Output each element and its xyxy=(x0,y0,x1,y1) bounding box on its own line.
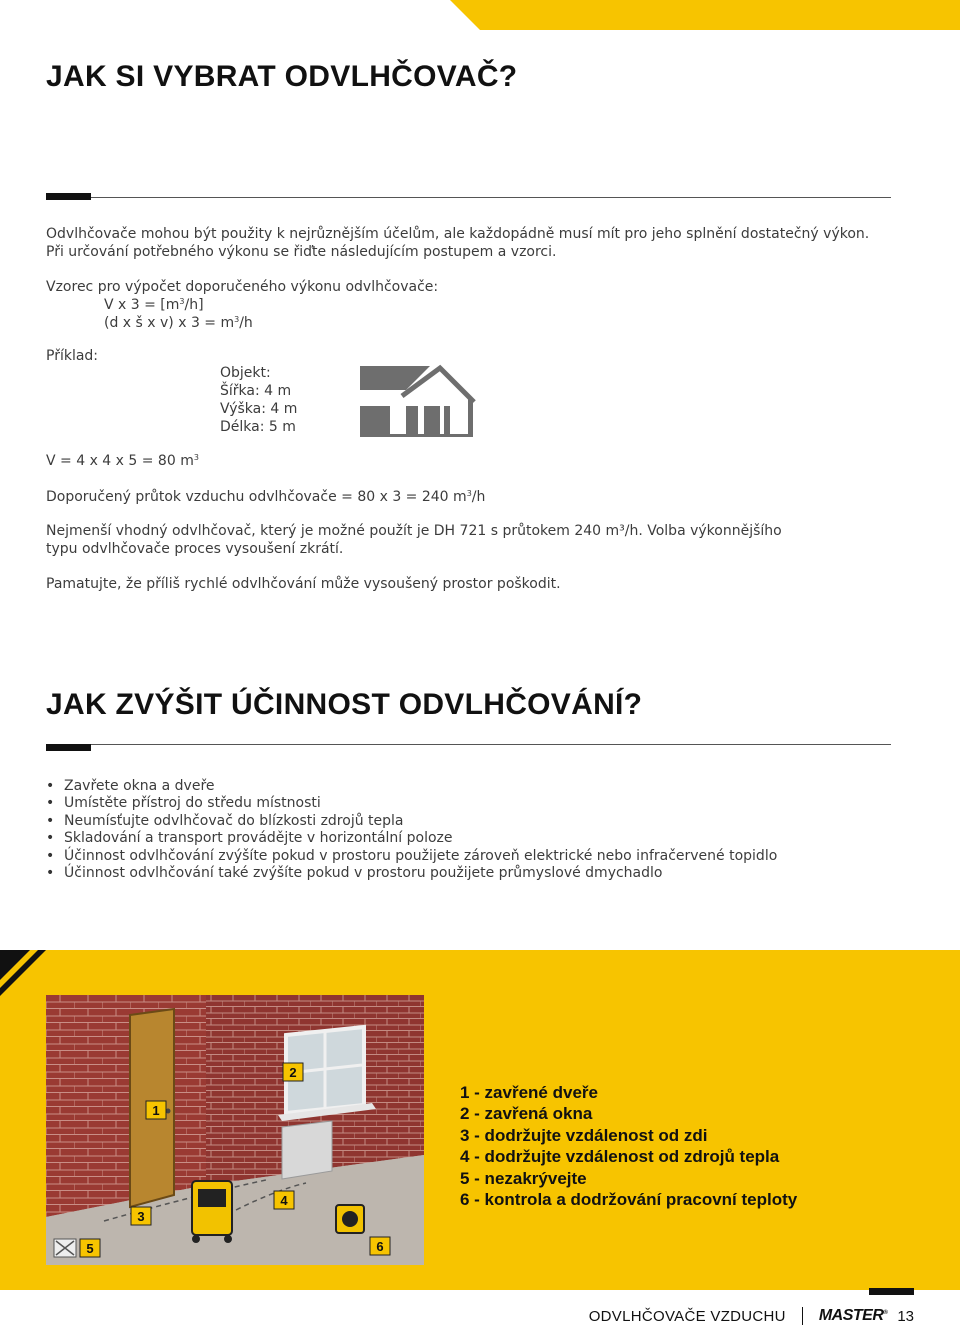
section2-divider-mark xyxy=(46,744,91,751)
warning-note: Pamatujte, že příliš rychlé odvlhčování může vysoušený prostor poškodit. xyxy=(46,576,561,592)
footer-label: ODVLHČOVAČE VZDUCHU xyxy=(588,1307,786,1325)
section2-title: JAK ZVÝŠIT ÚČINNOST ODVLHČOVÁNÍ? xyxy=(46,688,643,721)
brand-logo: MASTER® xyxy=(818,1307,888,1324)
volume-calc: V = 4 x 4 x 5 = 80 $m^3$ xyxy=(46,453,199,469)
legend-item: 3 - dodržujte vzdálenost od zdi xyxy=(460,1125,708,1145)
smallest-unit-note: Nejmenší vhodný odvlhčovač, který je možné použít je DH 721 s průtokem 240 m³/h. Volba výkonnějšího typu odvlhčovače proces vysoušení zkrátí. xyxy=(46,523,782,557)
legend-item: 6 - kontrola a dodržování pracovní teploty xyxy=(460,1190,798,1210)
illustration-legend xyxy=(460,1082,797,1210)
footer-mark xyxy=(869,1288,914,1295)
intro-line-2: Při určování potřebného výkonu se řiďte následujícím postupem a vzorci. xyxy=(46,244,557,260)
list-item: • Účinnost odvlhčování také zvýšíte pokud v prostoru použijete průmyslové dmychadlo xyxy=(46,865,777,882)
section1-divider xyxy=(46,197,891,198)
list-item: • Skladování a transport provádějte v horizontální poloze xyxy=(46,830,777,847)
formula-line-2: (d x š x v) x $3 = m^3/h$ xyxy=(104,315,253,331)
object-height: Výška: 4 m xyxy=(220,401,298,417)
list-item: • Umístěte přístroj do středu místnosti xyxy=(46,795,777,812)
formula-label: Vzorec pro výpočet doporučeného výkonu odvlhčovače: xyxy=(46,279,439,295)
marker-5: 5 xyxy=(86,1241,94,1256)
footer-separator xyxy=(802,1307,803,1325)
example-label: Příklad: xyxy=(46,348,99,364)
object-width: Šířka: 4 m xyxy=(220,383,292,399)
page-footer xyxy=(589,1307,914,1325)
legend-item: 1 - zavřené dveře xyxy=(460,1083,598,1102)
header-accent-tab xyxy=(450,0,960,30)
section1-title: JAK SI VYBRAT ODVLHČOVAČ? xyxy=(46,60,518,93)
page-number: 13 xyxy=(897,1307,914,1325)
list-item: • Účinnost odvlhčování zvýšíte pokud v prostoru použijete zároveň elektrické nebo infračervené topidlo xyxy=(46,848,777,865)
legend-item: 4 - dodržujte vzdálenost od zdrojů tepla xyxy=(460,1147,780,1167)
room-illustration xyxy=(46,995,424,1265)
legend-item: 5 - nezakrývejte xyxy=(460,1168,587,1188)
list-item: • Neumísťujte odvlhčovač do blízkosti zdrojů tepla xyxy=(46,813,777,830)
section2-divider xyxy=(46,744,891,745)
object-length: Délka: 5 m xyxy=(220,419,296,435)
marker-4: 4 xyxy=(280,1193,288,1208)
object-label: Objekt: xyxy=(220,365,271,381)
marker-3: 3 xyxy=(137,1209,145,1224)
list-item: • Zavřete okna a dveře xyxy=(46,778,777,795)
marker-1: 1 xyxy=(152,1103,160,1118)
section1-divider-mark xyxy=(46,193,91,200)
legend-item: 2 - zavřená okna xyxy=(460,1104,593,1124)
formula-line-1: V x $3 = [m^3/h]$ xyxy=(104,297,204,313)
house-icon xyxy=(360,362,476,444)
recommended-flow: Doporučený průtok vzduchu odvlhčovače = 80 x 3 = 240 $m^3/h$ xyxy=(46,489,486,505)
marker-2: 2 xyxy=(289,1065,297,1080)
tips-list xyxy=(46,778,777,882)
marker-6: 6 xyxy=(376,1239,384,1254)
intro-line-1: Odvlhčovače mohou být použity k nejrůznějším účelům, ale každopádně musí mít pro jeho splnění dostatečný výkon. xyxy=(46,226,870,242)
